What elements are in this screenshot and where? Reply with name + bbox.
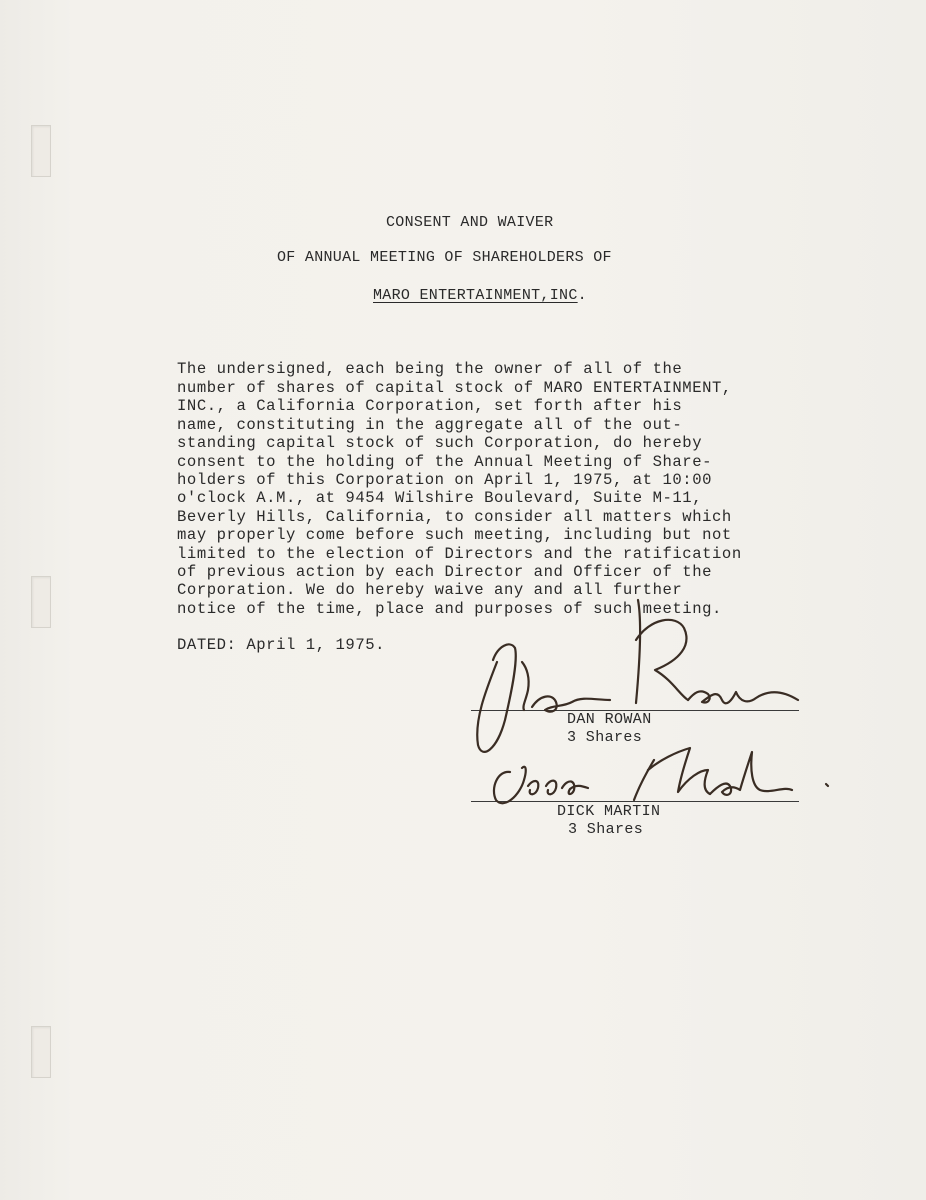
paragraph-line: Beverly Hills, California, to consider all matters which bbox=[177, 508, 732, 526]
paragraph-line: INC., a California Corporation, set forth after his bbox=[177, 397, 683, 415]
paragraph-line: o'clock A.M., at 9454 Wilshire Boulevard, Suite M-11, bbox=[177, 489, 703, 507]
paragraph-line: Corporation. We do hereby waive any and all further bbox=[177, 581, 683, 599]
signatory-shares-2: 3 Shares bbox=[568, 821, 644, 838]
signatory-name-1: DAN ROWAN bbox=[567, 711, 652, 728]
paragraph-line: holders of this Corporation on April 1, 1975, at 10:00 bbox=[177, 471, 713, 489]
paragraph-line: number of shares of capital stock of MARO ENTERTAINMENT, bbox=[177, 379, 732, 397]
paragraph-line: consent to the holding of the Annual Meeting of Share- bbox=[177, 453, 713, 471]
paragraph-line: standing capital stock of such Corporation, do hereby bbox=[177, 434, 703, 452]
document-subtitle: OF ANNUAL MEETING OF SHAREHOLDERS OF bbox=[277, 249, 612, 266]
signatory-name-2: DICK MARTIN bbox=[557, 803, 661, 820]
paragraph-line: may properly come before such meeting, including but not bbox=[177, 526, 732, 544]
company-name: MARO ENTERTAINMENT,INC bbox=[373, 287, 578, 304]
paragraph-line: name, constituting in the aggregate all of the out- bbox=[177, 416, 683, 434]
company-name-period: . bbox=[577, 287, 587, 304]
paragraph-line: limited to the election of Directors and the ratification bbox=[177, 545, 742, 563]
document-title: CONSENT AND WAIVER bbox=[386, 214, 554, 231]
dated-line: DATED: April 1, 1975. bbox=[177, 636, 386, 654]
paragraph-line: The undersigned, each being the owner of all of the bbox=[177, 360, 683, 378]
signatory-shares-1: 3 Shares bbox=[567, 729, 643, 746]
paragraph-line: of previous action by each Director and Officer of the bbox=[177, 563, 713, 581]
paragraph-line: notice of the time, place and purposes of such meeting. bbox=[177, 600, 722, 618]
